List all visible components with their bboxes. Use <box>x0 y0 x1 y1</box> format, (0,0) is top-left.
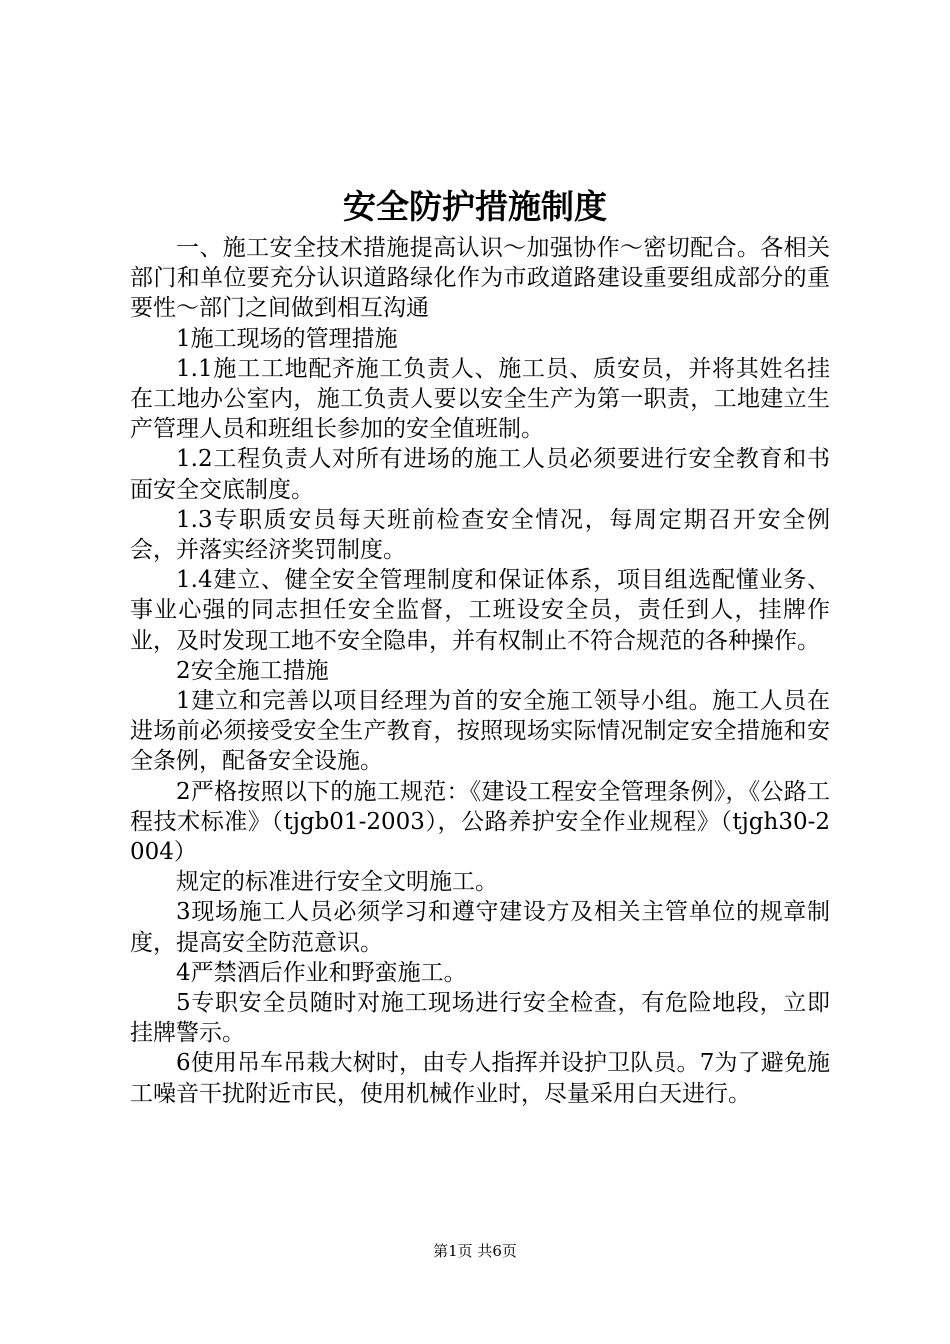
heading-site-management: 1施工现场的管理措施 <box>176 325 398 352</box>
paragraph-item-4: 4严禁酒后作业和野蛮施工。 <box>176 959 467 986</box>
paragraph-item-5: 5专职安全员随时对施工现场进行安全检查，有危险地段，立即挂牌警示。 <box>130 990 830 1047</box>
paragraph-item-1: 1建立和完善以项目经理为首的安全施工领导小组。施工人员在进场前必须接受安全生产教育，按照现场实际情况制定安全措施和安全条例，配备安全设施。 <box>130 688 830 775</box>
document-title: 安全防护措施制度 <box>343 187 607 226</box>
paragraph-standards: 规定的标准进行安全文明施工。 <box>176 869 498 896</box>
paragraph-item-2: 2严格按照以下的施工规范：《建设工程安全管理条例》，《公路工程技术标准》（tjgb01-2003），公路养护安全作业规程》（tjgh30-2004） <box>130 778 830 866</box>
document-body <box>130 233 830 1109</box>
heading-safe-construction: 2安全施工措施 <box>176 657 329 684</box>
paragraph-item-6-7: 6使用吊车吊栽大树时，由专人指挥并设护卫队员。7为了避免施工噪音干扰附近市民，使用机械作业时，尽量采用白天进行。 <box>130 1050 830 1107</box>
paragraph-intro: 一、施工安全技术措施提高认识～加强协作～密切配合。各相关部门和单位要充分认识道路绿化作为市政道路建设重要组成部分的重要性～部门之间做到相互沟通 <box>130 235 830 322</box>
paragraph-1-3: 1.3专职质安员每天班前检查安全情况，每周定期召开安全例会，并落实经济奖罚制度。 <box>130 506 830 564</box>
paragraph-item-3: 3现场施工人员必须学习和遵守建设方及相关主管单位的规章制度，提高安全防范意识。 <box>130 899 830 956</box>
paragraph-1-2: 1.2工程负责人对所有进场的施工人员必须要进行安全教育和书面安全交底制度。 <box>130 446 830 503</box>
page-number-footer: 第1页 共6页 <box>433 1242 517 1260</box>
paragraph-1-4: 1.4建立、健全安全管理制度和保证体系，项目组选配懂业务、事业心强的同志担任安全监督，工班设安全员，责任到人，挂牌作业，及时发现工地不安全隐串，并有权制止不符合规范的各种操作。 <box>130 567 830 654</box>
paragraph-1-1: 1.1施工工地配齐施工负责人、施工员、质安员，并将其姓名挂在工地办公室内，施工负责人要以安全生产为第一职责，工地建立生产管理人员和班组长参加的安全值班制。 <box>130 355 830 443</box>
